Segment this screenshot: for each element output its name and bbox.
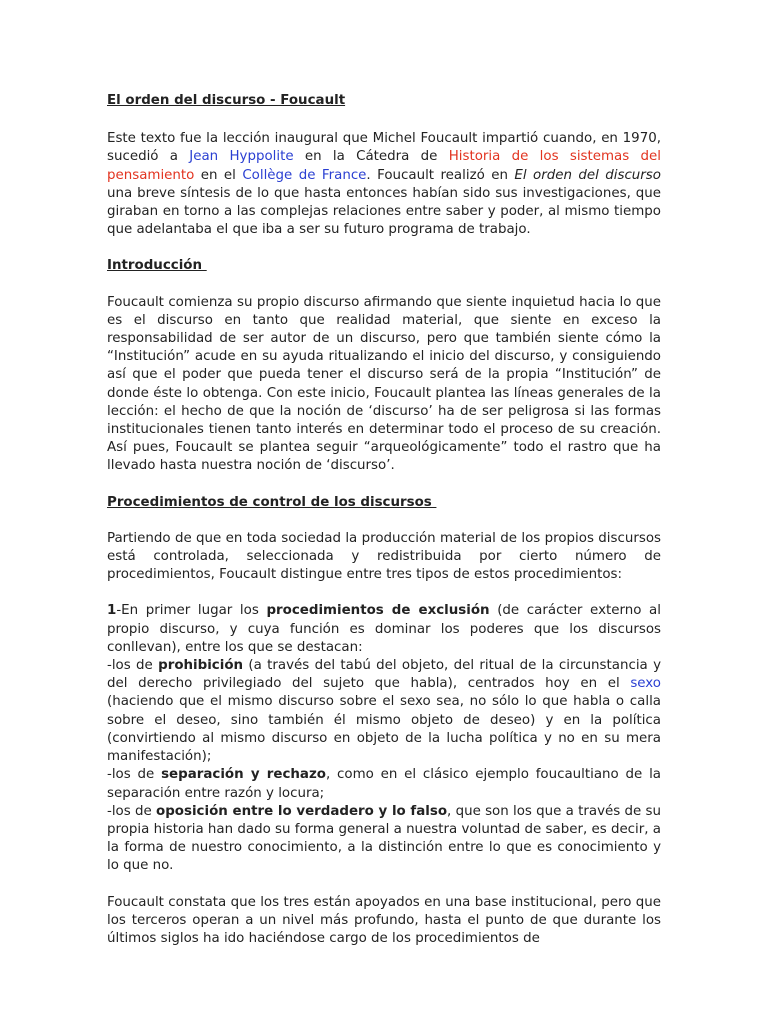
list-intro-1: -En primer lugar los [116,603,267,619]
section-heading-introduccion: Introducción [107,258,207,274]
intro-text-2: en la Cátedra de [293,149,449,165]
introduccion-paragraph: Foucault comienza su propio discurso afirmando que siente inquietud hacia lo que es el discurso en tanto que realidad material, que siente en exceso la responsabilidad de ser autor de un discurso, pero que también siente cómo la “Institución” acude en su ayuda ritualizando el inicio del discurso, y consiguiendo así que el poder que pueda tener el discurso será de la propia “Institución” de donde éste lo obtenga. Con este inicio, Foucault plantea las líneas generales de la lección: el hecho de que la noción de ‘discurso’ ha de ser peligrosa si las formas institucionales tienen tanto interés en determinar todo el proceso de su creación. Así pues, Foucault se plantea seguir “arqueológicamente” todo el rastro que ha llevado hasta nuestra noción de ‘discurso’. [107,294,661,474]
book-title: El orden del discurso [514,167,661,183]
item-oposicion-text: , que son los que a través de su propia historia han dado su forma general a nuestra voluntad de saber, es decir, a la forma de nuestro conocimiento, a la distinción entre lo que es conocimiento y lo que no. [107,803,661,874]
link-jean-hyppolite[interactable]: Jean Hyppolite [189,149,294,165]
list-intro-2: (de carácter externo al propio discurso, y cuya función es dominar los poderes que los discursos conllevan), entre los que se destacan: [107,603,661,655]
item-prohibicion-text-2: (haciendo que el mismo discurso sobre el sexo sea, no sólo lo que habla o calla sobre el deseo, sino también él mismo objeto de deseo) y en la política (convirtiendo al mismo discurso en objeto de la lucha política y no en su mera manifestación); [107,694,661,765]
term-exclusion: procedimientos de exclusión [266,603,490,619]
term-prohibicion: prohibición [158,658,244,674]
intro-paragraph [107,130,661,239]
intro-text-5: una breve síntesis de lo que hasta entonces habían sido sus investigaciones, que giraban en torno a las complejas relaciones entre saber y poder, al mismo tiempo que adelantaba el que iba a ser su futuro programa de trabajo. [107,185,661,238]
link-college-de-france[interactable]: Collège de France [242,167,367,183]
procedimientos-paragraph: Partiendo de que en toda sociedad la producción material de los propios discursos está controlada, seleccionada y redistribuida por cierto número de procedimientos, Foucault distingue entre tres tipos de estos procedimientos: [107,530,661,583]
document-page [107,92,661,948]
item-prohibicion-text: (a través del tabú del objeto, del ritual de la circunstancia y del derecho privilegiado del sujeto que habla), centrados hoy en el [107,658,662,692]
intro-text-3: en el [194,167,243,183]
list-number: 1 [107,603,117,619]
term-separacion: separación y rechazo [161,767,326,783]
item-oposicion-prefix: -los de [107,803,157,819]
document-title: El orden del discurso - Foucault [107,93,346,108]
item-prohibicion-prefix: -los de [107,658,159,674]
item-separacion-prefix: -los de [107,767,162,783]
intro-text-1: Este texto fue la lección inaugural que Michel Foucault impartió cuando, en 1970, sucedió a [107,131,661,165]
list-block [107,602,661,875]
term-oposicion: oposición entre lo verdadero y lo falso [156,803,448,819]
link-historia-sistemas[interactable]: Historia de los sistemas del pensamiento [107,149,661,183]
final-paragraph: Foucault constata que los tres están apoyados en una base institucional, pero que los terceros operan a un nivel más profundo, hasta el punto de que durante los últimos siglos ha ido haciéndose cargo de los procedimientos de [107,894,661,946]
link-sexo[interactable]: sexo [630,676,661,692]
section-heading-procedimientos: Procedimientos de control de los discursos [107,494,437,510]
intro-text-4: . Foucault realizó en [366,167,515,183]
item-separacion-text: , como en el clásico ejemplo foucaultiano de la separación entre razón y locura; [107,767,661,801]
